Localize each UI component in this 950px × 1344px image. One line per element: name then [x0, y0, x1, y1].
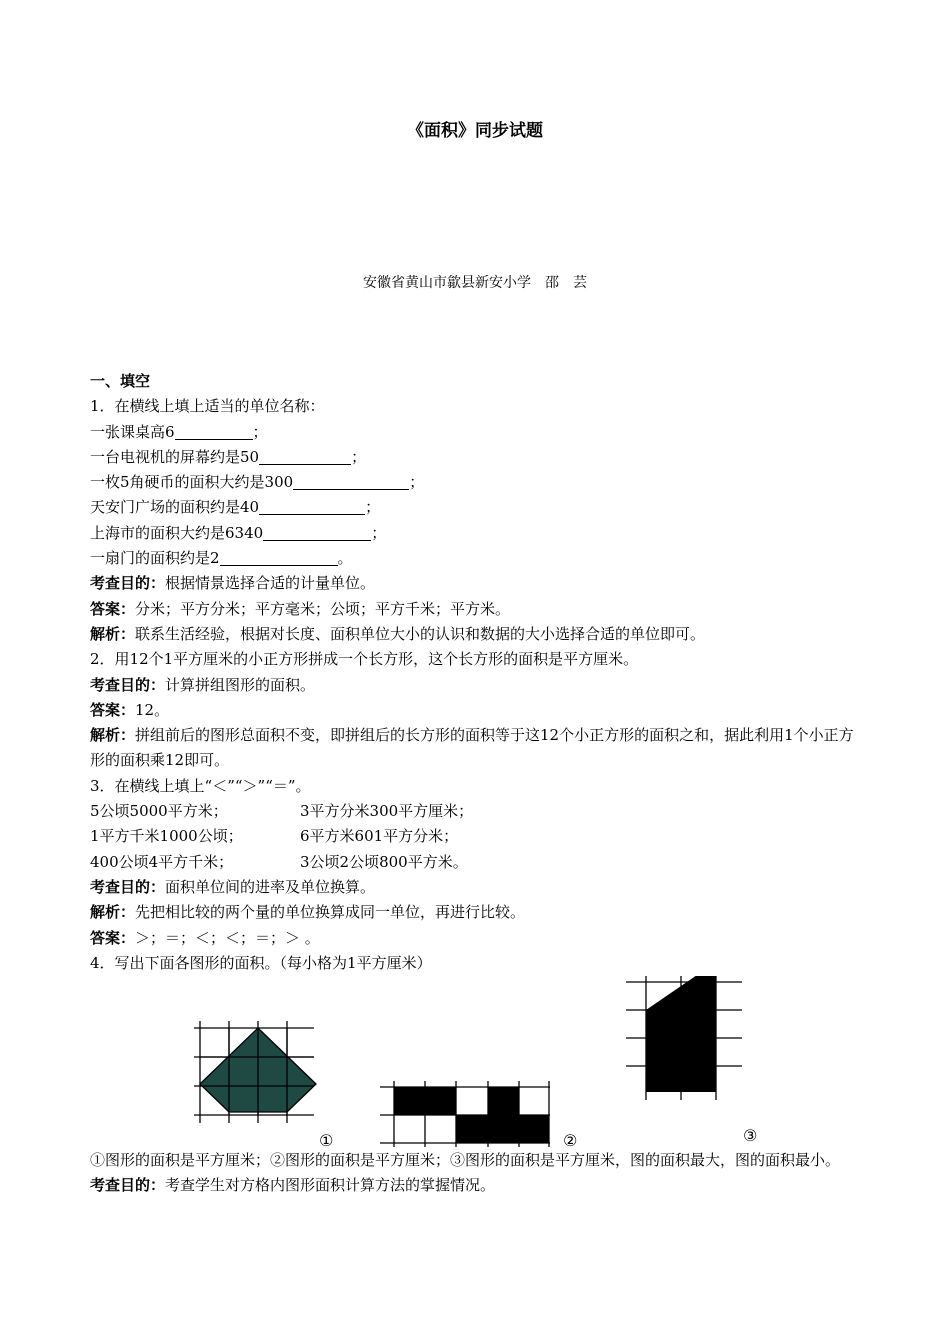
q1-answer: 答案：分米；平方分米；平方毫米；公顷；平方千米；平方米。 — [90, 599, 511, 618]
q2-prompt: 2．用12个1平方厘米的小正方形拼成一个长方形，这个长方形的面积是平方厘米。 — [90, 650, 639, 669]
q1-analysis: 解析：联系生活经验，根据对长度、面积单位大小的认识和数据的大小选择合适的单位即可。 — [90, 624, 706, 643]
q1-item: 天安门广场的面积约是40 ； — [90, 498, 381, 517]
q2-analysis: 解析：拼组前后的图形总面积不变，即拼组后的长方形的面积等于这12个小正方形的面积之和，据此利用1个小正方形的面积乘12即可。 — [90, 726, 854, 770]
q1-item: 上海市的面积大约是6340 ； — [90, 523, 387, 542]
q1-prompt: 1．在横线上填上适当的单位名称： — [90, 397, 325, 416]
q3-row: 400公顷4平方千米； 3公顷2公顷800平方米。 — [90, 852, 468, 871]
answer-blank — [259, 498, 365, 515]
q4-prompt: 4．写出下面各图形的面积。（每小格为1平方厘米） — [90, 953, 432, 972]
q3-row: 5公顷5000平方米； 3平方分米300平方厘米； — [90, 802, 474, 821]
q1-item: 一张课桌高6 ； — [90, 422, 268, 441]
answer-blank — [175, 423, 253, 440]
figure-label: ② — [563, 1131, 578, 1149]
answer-blank — [220, 549, 338, 566]
q1-item: 一台电视机的屏幕约是50 ； — [90, 447, 367, 466]
q4-purpose: 考查目的：考查学生对方格内图形面积计算方法的掌握情况。 — [90, 1176, 496, 1195]
author-line: 安徽省黄山市歙县新安小学 邵 芸 — [363, 275, 587, 291]
q3-analysis: 解析：先把相比较的两个量的单位换算成同一单位，再进行比较。 — [90, 903, 526, 922]
document-body — [90, 369, 860, 1199]
answer-blank — [259, 448, 351, 465]
q2-answer: 答案：12。 — [90, 700, 170, 719]
q3-purpose: 考查目的：面积单位间的进率及单位换算。 — [90, 877, 376, 896]
q1-item: 一扇门的面积约是2 。 — [90, 549, 353, 568]
answer-blank — [293, 473, 409, 490]
q4-question: ①图形的面积是平方厘米；②图形的面积是平方厘米；③图形的面积是平方厘米，图的面积最大，图的面积最小。 — [90, 1151, 841, 1170]
section-heading: 一、填空 — [90, 372, 151, 390]
page-title: 《面积》同步试题 — [407, 121, 543, 141]
q3-row: 1平方千米1000公顷； 6平方米601平方分米； — [90, 827, 459, 846]
q2-purpose: 考查目的：计算拼组图形的面积。 — [90, 675, 316, 694]
figure-label: ① — [319, 1131, 334, 1149]
q1-item: 一枚5角硬币的面积大约是300 ； — [90, 473, 425, 492]
q3-prompt: 3．在横线上填上“＜”“＞”“＝”。 — [90, 776, 311, 795]
grid-figures-svg — [90, 976, 860, 1148]
figure-label: ③ — [743, 1126, 758, 1146]
answer-blank — [263, 524, 371, 541]
q1-purpose: 考查目的：根据情景选择合适的计量单位。 — [90, 574, 376, 593]
q3-answer: 答案：＞；＝；＜；＜；＝；＞ 。 — [90, 928, 320, 947]
grid-figures — [90, 976, 860, 1148]
